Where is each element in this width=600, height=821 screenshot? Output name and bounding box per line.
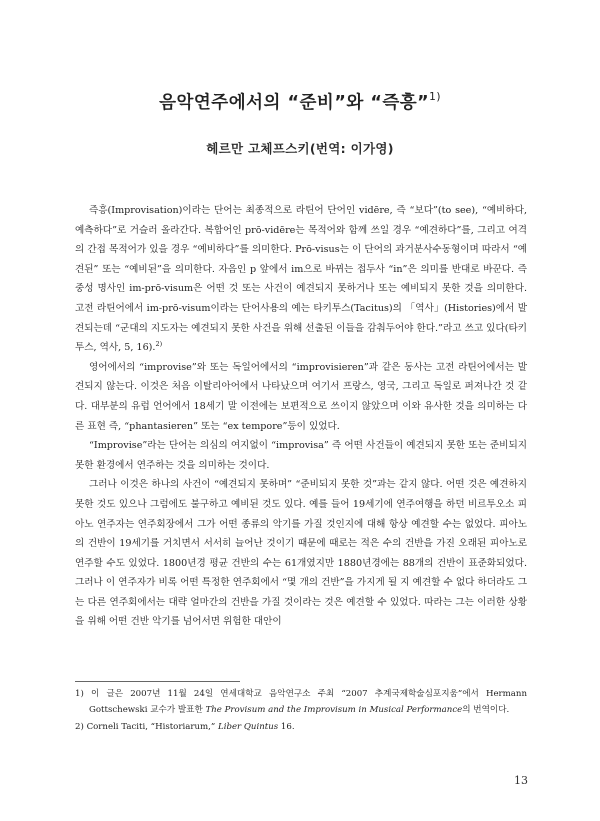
footnote-title: The Provisum and the Improvisum in Musical Performance	[205, 705, 463, 716]
paragraph-text: 그러나 이것은 하나의 사건이 “예견되지 못하며” “준비되지 못한 것”과는 같지 않다. 어떤 것은 예견하지 못한 것도 있으나 그럼에도 불구하고 예비된 것도 있다. 예를 들어 19세기에 연주여행을 하던 비르투오소 피아노 연주자는 연주회장에서 그가 어떤 종류의 악기를 가질 것인지에 대해 항상 예견할 수는 없었다. 피아노의 건반이 19세기를 거치면서 서서히 늘어난 것이기 때문에 때로는 적은 수의 건반을 가진 오래된 피아노로 연주할 수도 있었다. 1800년경 평균 건반의 수는 61개였지만 1880년경에는 88개의 건반이 표준화되었다. 그러나 이 연주자가 비록 어떤 특정한 연주회에서 “몇 개의 건반”을 가지게 될 지 예견할 수 없다 하더라도 그는 다른 연주회에서는 대략 얼마간의 건반을 가질 것이라는 것은 예견할 수 있었다. 따라는 그는 이러한 상황을 위해 어떤 건반 악기를 넘어서면 위험한 대안이	[75, 479, 527, 628]
footnote-text-end: 의 번역이다.	[462, 705, 510, 716]
article-author: 헤르만 고체프스키(번역: 이가영)	[206, 141, 394, 156]
paragraph	[75, 475, 527, 632]
footnote-text: Corneli Taciti, “Historiarum,”	[86, 721, 218, 732]
footnote-divider	[75, 681, 240, 682]
article-title	[0, 89, 600, 114]
paragraph	[75, 358, 527, 436]
footnote-text: 이 글은 2007년 11월 24일 연세대학교 음악연구소 주최 “2007 추계국제학술심포지움”에서 Hermann Gottschewski 교수가 발표한	[89, 689, 527, 716]
page-number: 13	[514, 774, 528, 787]
footnote-number: 1)	[75, 689, 84, 699]
footnote-item	[75, 719, 527, 735]
paragraph	[75, 436, 527, 475]
footnotes	[75, 686, 527, 735]
footnote-title: Liber Quintus	[218, 721, 279, 732]
paragraph	[75, 201, 527, 358]
paragraph-text: 영어에서의 “improvise”와 또는 독일어에서의 “improvisieren”과 같은 동사는 고전 라틴어에서는 발견되지 않는다. 이것은 처음 이탈리아어에서 나타났으며 여기서 프랑스, 영국, 그리고 독일로 퍼져나간 것 같다. 대부분의 유럽 언어에서 18세기 말 이전에는 보편적으로 쓰이지 않았으며 이와 유사한 것을 의미하는 다른 표현 즉, “phantasieren” 또는 “ex tempore”등이 있었다.	[75, 361, 527, 432]
article-body	[75, 201, 527, 632]
paragraph-text: 즉흥(Improvisation)이라는 단어는 최종적으로 라틴어 단어인 vidēre, 즉 “보다”(to see), “예비하다, 예측하다”로 거슬러 올라간다. 복합어인 prō-vidēre는 목적어와 함께 쓰일 경우 “예견하다”를, 그리고 여격의 간접 목적어가 있을 경우 “예비하다”를 의미한다. Prō-visus는 이 단어의 과거분사수동형이며 따라서 “예견된” 또는 “예비된”을 의미한다. 자음인 p 앞에서 im으로 바뀌는 접두사 “in”은 의미를 반대로 바꾼다. 즉 중성 명사인 im-prō-visum은 어떤 것 또는 사건이 예견되지 못하거나 또는 예비되지 못한 것을 의미한다. 고전 라틴어에서 im-prō-visum이라는 단어사용의 예는 타키투스(Tacitus)의 「역사」(Histories)에서 발견되는데 “군대의 지도자는 예견되지 못한 사건을 위해 선출된 이들을 감춰두어야 한다.”라고 쓰고 있다(타키투스, 역사, 5, 16).	[75, 205, 527, 354]
title-footnote-ref[interactable]: 1)	[429, 91, 441, 104]
footnote-item	[75, 686, 527, 719]
footnote-ref[interactable]: 2)	[155, 339, 163, 348]
paragraph-text: “Improvise”라는 단어는 의심의 여지없이 “improvisa” 즉 어떤 사건들이 예견되지 못한 또는 준비되지 못한 환경에서 연주하는 것을 의미하는 것이다.	[75, 440, 527, 471]
footnote-text-end: 16.	[278, 721, 295, 732]
footnote-number: 2)	[75, 721, 84, 732]
title-text: 음악연주에서의 “준비”와 “즉흥”	[159, 93, 430, 113]
